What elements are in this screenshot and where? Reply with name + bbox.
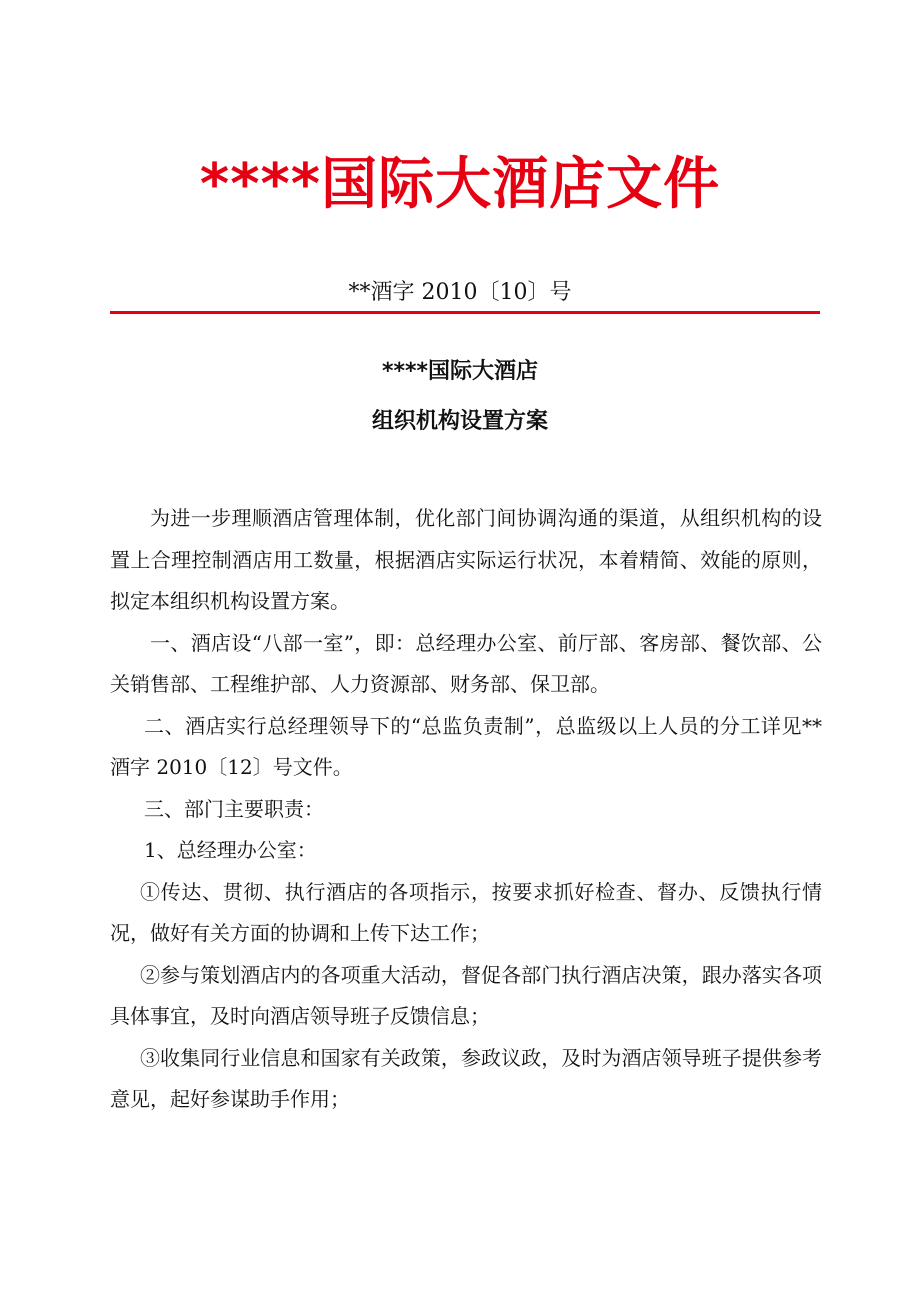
office-heading: 1、总经理办公室： xyxy=(144,838,317,862)
red-divider-line xyxy=(110,311,820,314)
intro-paragraph: 为进一步理顺酒店管理体制，优化部门间协调沟通的渠道，从组织机构的设置上合理控制酒店用工数量，根据酒店实际运行状况，本着精简、效能的原则，拟定本组织机构设置方案。 xyxy=(110,506,822,613)
office-duty-1: ①传达、贯彻、执行酒店的各项指示，按要求抓好检查、督办、反馈执行情况，做好有关方面的协调和上传下达工作； xyxy=(110,879,822,945)
section-three-heading: 三、部门主要职责： xyxy=(144,796,324,821)
document-title-plan: 组织机构设置方案 xyxy=(371,409,548,434)
document-title-organization: ****国际大酒店 xyxy=(381,359,539,384)
office-duty-3: ③收集同行业信息和国家有关政策，参政议政，及时为酒店领导班子提供参考意见，起好参谋助手作用； xyxy=(110,1045,822,1111)
document-number: **酒字 2010〔10〕号 xyxy=(348,280,572,305)
section-two-paragraph: 二、酒店实行总经理领导下的“总监负责制”，总监级以上人员的分工详见**酒字 2010〔12〕号文件。 xyxy=(110,713,822,779)
document-red-header: ****国际大酒店文件 xyxy=(199,152,721,217)
section-one-paragraph: 一、酒店设“八部一室”，即：总经理办公室、前厅部、客房部、餐饮部、公关销售部、工程维护部、人力资源部、财务部、保卫部。 xyxy=(110,630,822,696)
office-duty-2: ②参与策划酒店内的各项重大活动，督促各部门执行酒店决策，跟办落实各项具体事宜，及时向酒店领导班子反馈信息； xyxy=(110,962,822,1028)
document-body xyxy=(110,498,822,1121)
